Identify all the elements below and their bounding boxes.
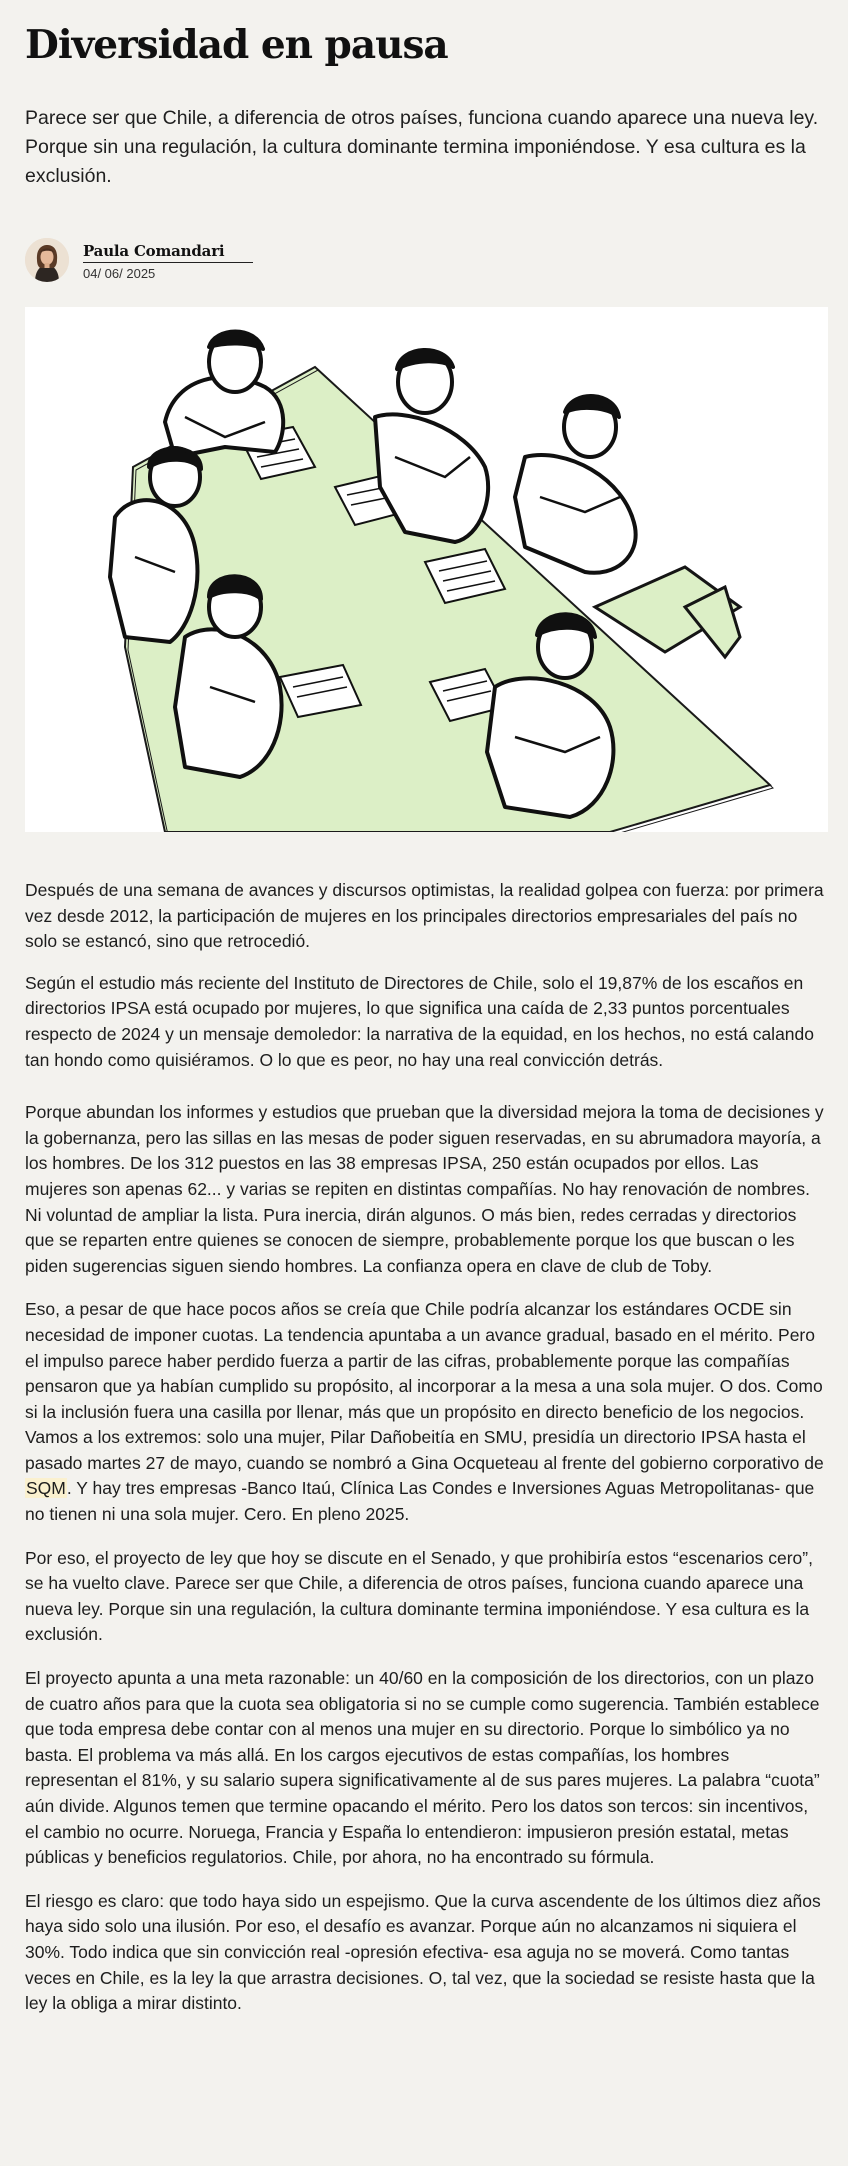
article-title: Diversidad en pausa (25, 22, 448, 68)
paragraph-5-continued: no tienen ni una sola mujer. Cero. En pleno 2025. (25, 1504, 410, 1525)
author-avatar[interactable] (25, 238, 69, 282)
paragraph-8: El riesgo es claro: que todo haya sido un espejismo. Que la curva ascendente de los últimos diez años haya sido solo una ilusión. Por eso, el desafío es avanzar. Porque aún no alcanzamos ni siquiera el 30%. Todo indica que sin convicción real -opresión efectiva- esa aguja no se moverá. Como tantas veces en Chile, es la ley la que arrastra decisiones. O, tal vez, que la sociedad se resiste hasta que la ley la obliga a mirar distinto. (25, 1890, 821, 2014)
paragraph-5-text-b: . Y hay tres empresas -Banco Itaú, Clínica Las Condes e Inversiones Aguas Metropolitanas- que (66, 1478, 815, 1499)
paragraph-4: Eso, a pesar de que hace pocos años se creía que Chile podría alcanzar los estándares OCDE sin necesidad de imponer cuotas. La tendencia apuntaba a un avance gradual, basado en el mérito. Pero el impulso parece haber perdido fuerza a partir de las cifras, probablemente porque las compañías pensaron que ya habían cumplido su propósito, al incorporar a la mesa a una sola mujer. O dos. Como si la inclusión fuera una casilla por llenar, más que un propósito en directo beneficio de los negocios. (25, 1299, 823, 1422)
sqm-link[interactable]: SQM (26, 1478, 66, 1499)
author-name[interactable]: Paula Comandari (83, 242, 225, 260)
paragraph-5-text-a: Vamos a los extremos: solo una mujer, Pilar Dañobeitía en SMU, presidía un directorio IPSA hasta el pasado martes 27 de mayo, cuando se nombró a Gina Ocqueteau al frente del gobierno corporativo de (25, 1427, 824, 1473)
publish-date: 04/ 06/ 2025 (83, 266, 156, 281)
article-body (25, 878, 825, 2017)
boardroom-illustration-icon (25, 307, 828, 832)
article-lead: Parece ser que Chile, a diferencia de otros países, funciona cuando aparece una nueva ley. Porque sin una regulación, la cultura dominante termina imponiéndose. Y esa cultura es la exclusión. (25, 107, 819, 187)
paragraph-6: Por eso, el proyecto de ley que hoy se discute en el Senado, y que prohibiría estos “escenarios cero”, se ha vuelto clave. Parece ser que Chile, a diferencia de otros países, funciona cuando aparece una nueva ley. Porque sin una regulación, la cultura dominante termina imponiéndose. Y esa cultura es la exclusión. (25, 1547, 813, 1645)
paragraph-7: El proyecto apunta a una meta razonable: un 40/60 en la composición de los directorios, con un plazo de cuatro años para que la cuota sea obligatoria si no se cumple como sugerencia. También establece que toda empresa debe contar con al menos una mujer en su directorio. Porque lo simbólico ya no basta. El problema va más allá. En los cargos ejecutivos de estas compañías, los hombres representan el 81%, y su salario supera significativamente al de sus pares mujeres. La palabra “cuota” aún divide. Algunos temen que termine opacando el mérito. Pero los datos son tercos: sin incentivos, el cambio no ocurre. Noruega, Francia y España lo entendieron: impusieron presión estatal, metas públicas y beneficios regulatorios. Chile, por ahora, no ha encontrado su fórmula. (25, 1668, 820, 1868)
paragraph-1: Después de una semana de avances y discursos optimistas, la realidad golpea con fuerza: por primera vez desde 2012, la participación de mujeres en los principales directorios empresariales del país no solo se estancó, sino que retrocedió. (25, 880, 824, 952)
paragraph-5 (25, 1425, 825, 1502)
byline (25, 238, 325, 284)
paragraph-3: Porque abundan los informes y estudios que prueban que la diversidad mejora la toma de decisiones y la gobernanza, pero las sillas en las mesas de poder siguen reservadas, en su abrumadora mayoría, a los hombres. De los 312 puestos en las 38 empresas IPSA, 250 están ocupados por ellos. Las mujeres son apenas 62... y varias se repiten en distintas compañías. No hay renovación de nombres. Ni voluntad de ampliar la lista. Pura inercia, dirán algunos. O más bien, redes cerradas y directorios que se reparten entre quienes se conocen de siempre, probablemente porque los que buscan o les piden sugerencias siguen siendo hombres. La confianza opera en clave de club de Toby. (25, 1102, 824, 1276)
author-portrait-icon (25, 238, 69, 282)
author-underline (83, 262, 253, 263)
hero-illustration (25, 307, 828, 832)
paragraph-2: Según el estudio más reciente del Instituto de Directores de Chile, solo el 19,87% de los escaños en directorios IPSA está ocupado por mujeres, lo que significa una caída de 2,33 puntos porcentuales respecto de 2024 y un mensaje demoledor: la narrativa de la equidad, en los hechos, no está calando tan hondo como quisiéramos. O lo que es peor, no hay una real convicción detrás. (25, 972, 814, 1070)
